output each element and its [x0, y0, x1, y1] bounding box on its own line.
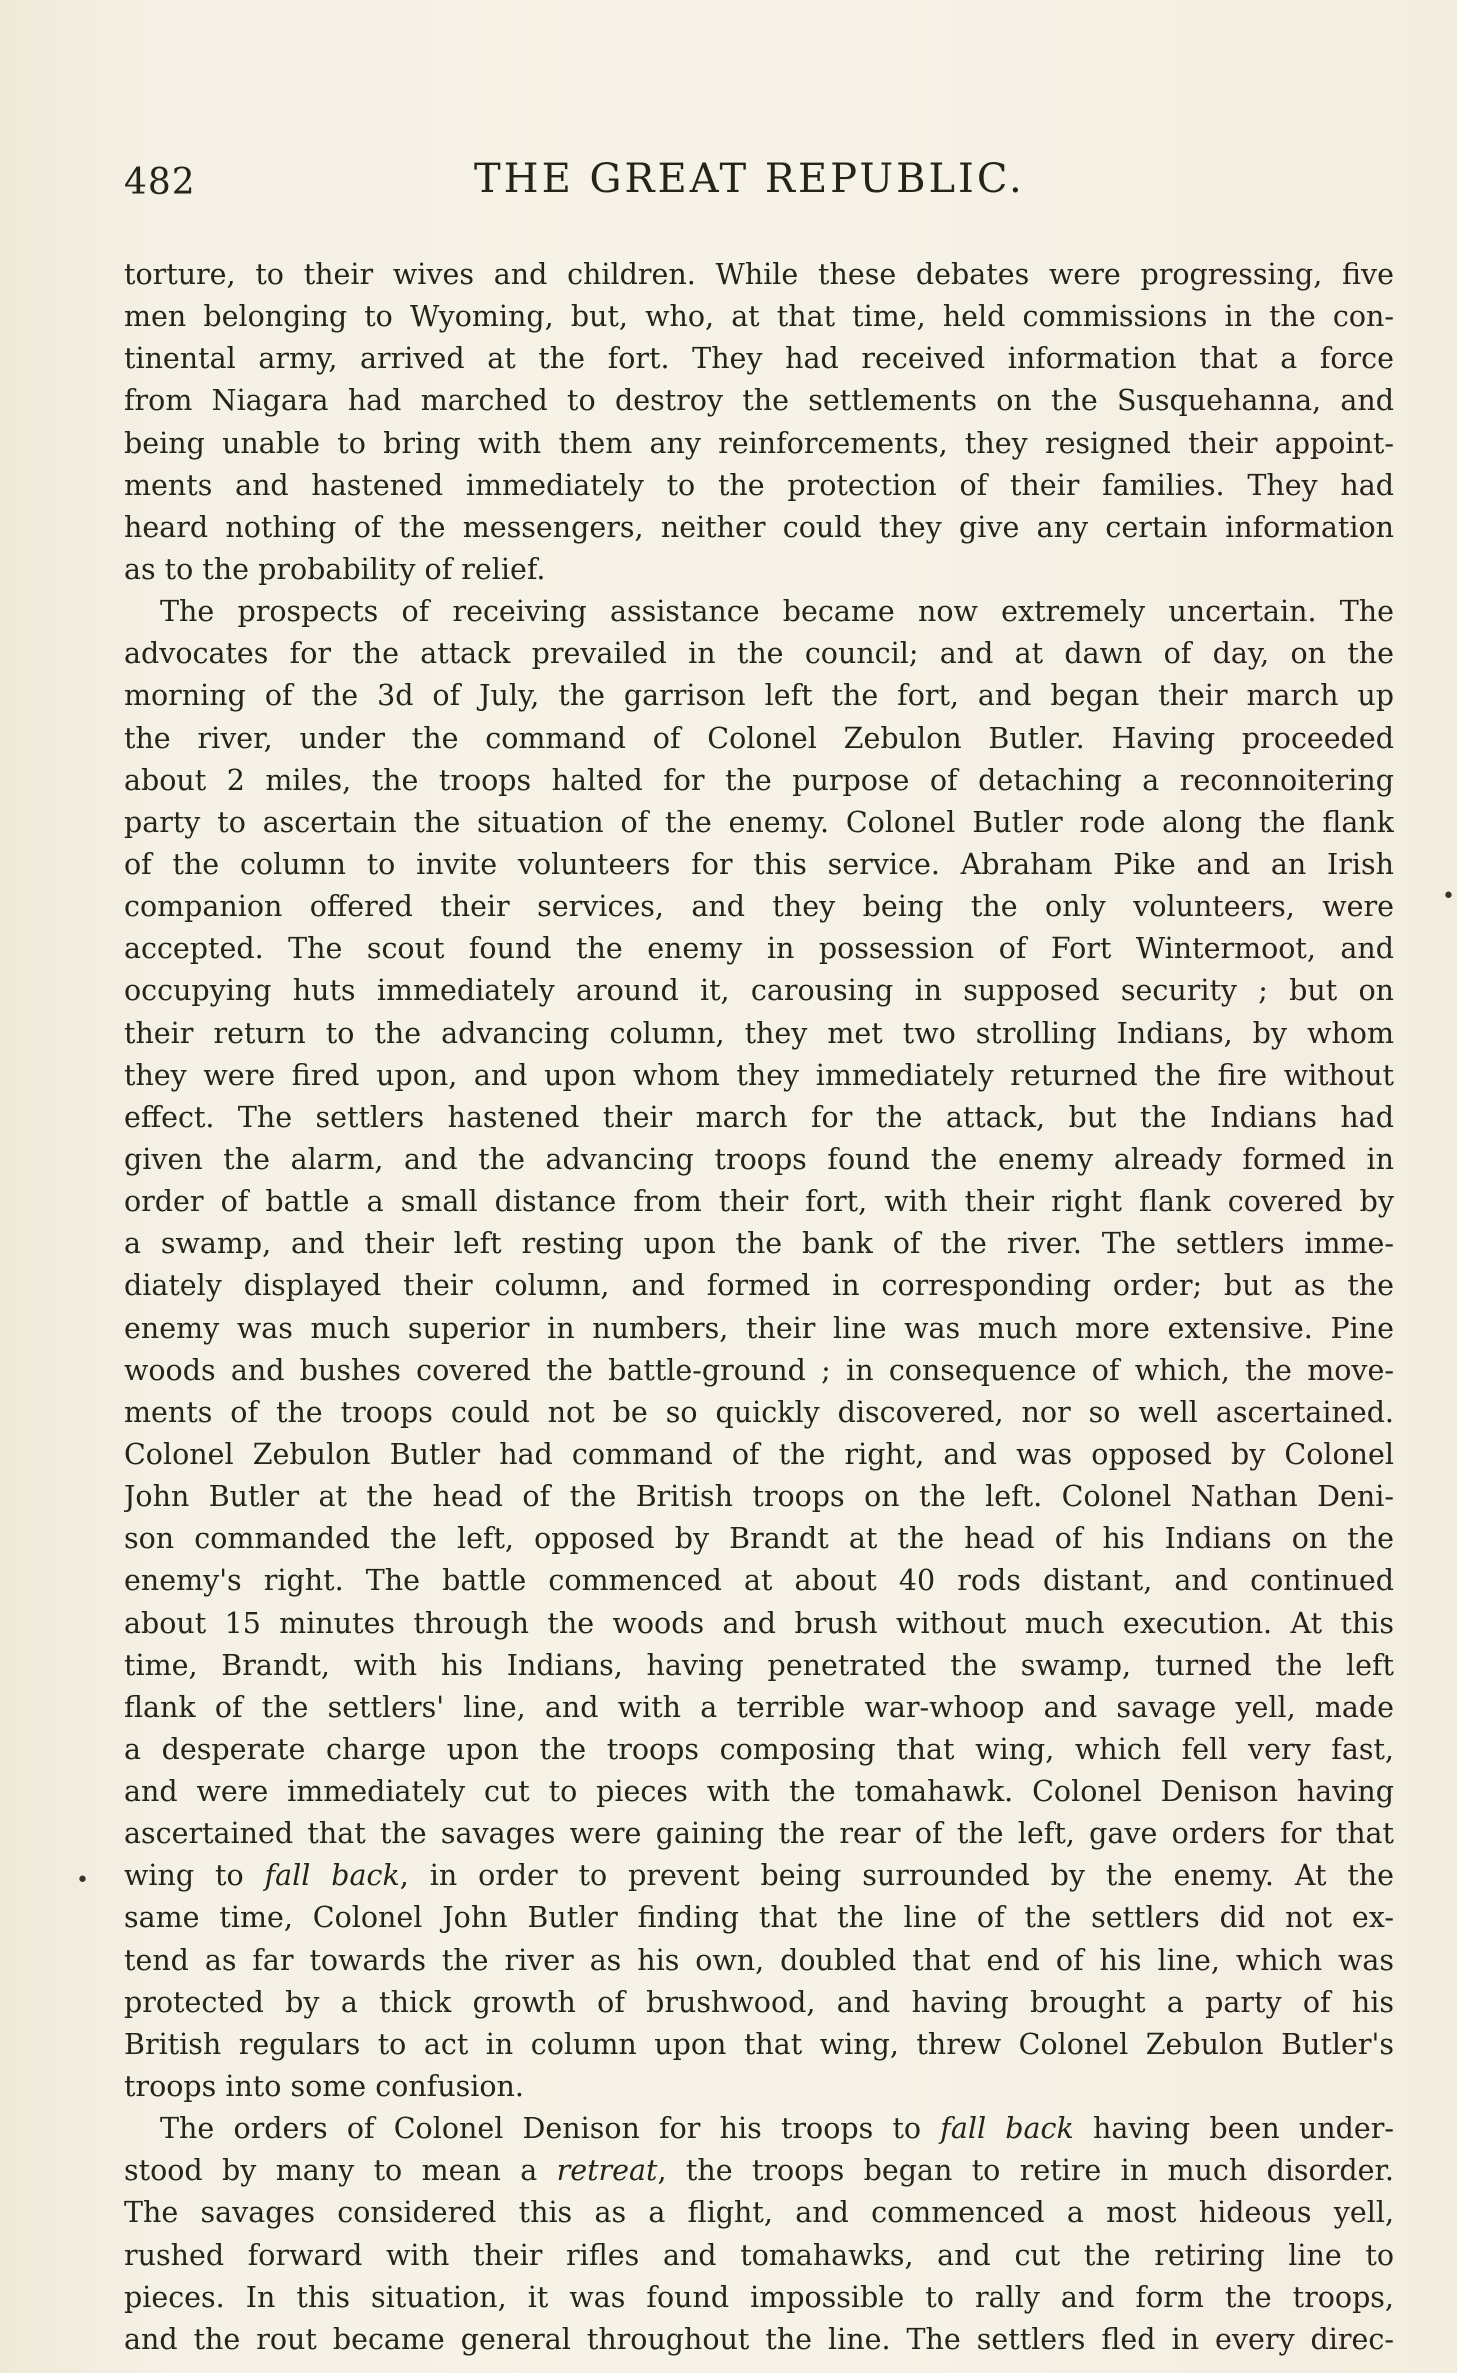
text-line: son commanded the left, opposed by Brandt at the head of his Indians on the: [124, 1522, 1394, 1556]
text-line: John Butler at the head of the British troops on the left. Colonel Nathan Deni-: [124, 1480, 1394, 1514]
text-line: companion offered their services, and they being the only volunteers, were: [124, 890, 1394, 924]
margin-dot: •: [1442, 884, 1455, 909]
text-line: same time, Colonel John Butler finding that the line of the settlers did not ex-: [124, 1901, 1394, 1935]
text-line: order of battle a small distance from their fort, with their right flank covered by: [124, 1185, 1394, 1219]
text-line: diately displayed their column, and formed in corresponding order; but as the: [124, 1269, 1394, 1303]
body-text: [124, 254, 1394, 2361]
italic-phrase: retreat: [556, 2154, 658, 2188]
text-line: heard nothing of the messengers, neither could they give any certain information: [124, 510, 1394, 544]
text-line: they were fired upon, and upon whom they immediately returned the fire without: [124, 1058, 1394, 1092]
text-line: stood by many to mean a retreat, the troops began to retire in much disorder.: [124, 2154, 1394, 2188]
text-line: protected by a thick growth of brushwood, and having brought a party of his: [124, 1985, 1394, 2019]
text-line: enemy was much superior in numbers, their line was much more extensive. Pine: [124, 1311, 1394, 1345]
text-line: troops into some confusion.: [124, 2070, 524, 2104]
text-line: and the rout became general throughout the line. The settlers fled in every direc-: [124, 2322, 1394, 2356]
text-line: flank of the settlers' line, and with a terrible war-whoop and savage yell, made: [124, 1690, 1394, 1724]
text-line: about 15 minutes through the woods and brush without much execution. At this: [124, 1606, 1394, 1640]
text-line: ascertained that the savages were gaining the rear of the left, gave orders for that: [124, 1817, 1394, 1851]
text-line: effect. The settlers hastened their march for the attack, but the Indians had: [124, 1100, 1394, 1134]
text-line: morning of the 3d of July, the garrison left the fort, and began their march up: [124, 679, 1394, 713]
running-title: THE GREAT REPUBLIC.: [474, 156, 1025, 202]
text-line: the river, under the command of Colonel Zebulon Butler. Having proceeded: [124, 721, 1394, 755]
text-line: accepted. The scout found the enemy in possession of Fort Wintermoot, and: [124, 932, 1394, 966]
text-line: advocates for the attack prevailed in the council; and at dawn of day, on the: [124, 637, 1394, 671]
text-line: about 2 miles, the troops halted for the purpose of detaching a reconnoitering: [124, 763, 1394, 797]
text-line: enemy's right. The battle commenced at about 40 rods distant, and continued: [124, 1564, 1394, 1598]
text-line: wing to fall back, in order to prevent being surrounded by the enemy. At the: [124, 1859, 1394, 1893]
text-line: party to ascertain the situation of the enemy. Colonel Butler rode along the flank: [124, 805, 1394, 839]
text-line: a swamp, and their left resting upon the bank of the river. The settlers imme-: [124, 1227, 1394, 1261]
text-line: given the alarm, and the advancing troops found the enemy already formed in: [124, 1142, 1394, 1176]
text-line: The orders of Colonel Denison for his troops to fall back having been under-: [160, 2112, 1394, 2146]
text-line: as to the probability of relief.: [124, 552, 546, 586]
italic-phrase: fall back: [264, 1859, 400, 1893]
text-line: a desperate charge upon the troops composing that wing, which fell very fast,: [124, 1732, 1394, 1766]
text-line: their return to the advancing column, they met two strolling Indians, by whom: [124, 1016, 1394, 1050]
text-line: time, Brandt, with his Indians, having penetrated the swamp, turned the left: [124, 1648, 1394, 1682]
text-line: ments of the troops could not be so quickly discovered, nor so well ascertained.: [124, 1395, 1394, 1429]
page-number: 482: [124, 162, 196, 203]
text-line: men belonging to Wyoming, but, who, at that time, held commissions in the con-: [124, 300, 1394, 334]
text-line: Colonel Zebulon Butler had command of the right, and was opposed by Colonel: [124, 1437, 1394, 1471]
text-line: torture, to their wives and children. While these debates were progressing, five: [124, 258, 1394, 291]
text-line: British regulars to act in column upon that wing, threw Colonel Zebulon Butler's: [124, 2027, 1394, 2061]
text-line: being unable to bring with them any reinforcements, they resigned their appoint-: [124, 426, 1394, 460]
text-line: pieces. In this situation, it was found impossible to rally and form the troops,: [124, 2280, 1394, 2314]
text-line: tend as far towards the river as his own, doubled that end of his line, which was: [124, 1943, 1394, 1977]
text-line: The prospects of receiving assistance became now extremely uncertain. The: [160, 595, 1394, 629]
text-line: rushed forward with their rifles and tomahawks, and cut the retiring line to: [124, 2238, 1394, 2272]
text-line: and were immediately cut to pieces with the tomahawk. Colonel Denison having: [124, 1775, 1394, 1809]
text-line: woods and bushes covered the battle-ground ; in consequence of which, the move-: [124, 1353, 1394, 1387]
text-line: tinental army, arrived at the fort. They had received information that a force: [124, 342, 1394, 376]
text-line: of the column to invite volunteers for this service. Abraham Pike and an Irish: [124, 847, 1394, 881]
text-line: ments and hastened immediately to the protection of their families. They had: [124, 468, 1394, 502]
text-line: The savages considered this as a flight, and commenced a most hideous yell,: [124, 2196, 1394, 2230]
text-line: from Niagara had marched to destroy the settlements on the Susquehanna, and: [124, 384, 1394, 418]
page-header: [124, 156, 1394, 216]
italic-phrase: fall back: [940, 2112, 1074, 2146]
text-line: occupying huts immediately around it, carousing in supposed security ; but on: [124, 974, 1394, 1008]
margin-dot: •: [76, 1868, 89, 1893]
